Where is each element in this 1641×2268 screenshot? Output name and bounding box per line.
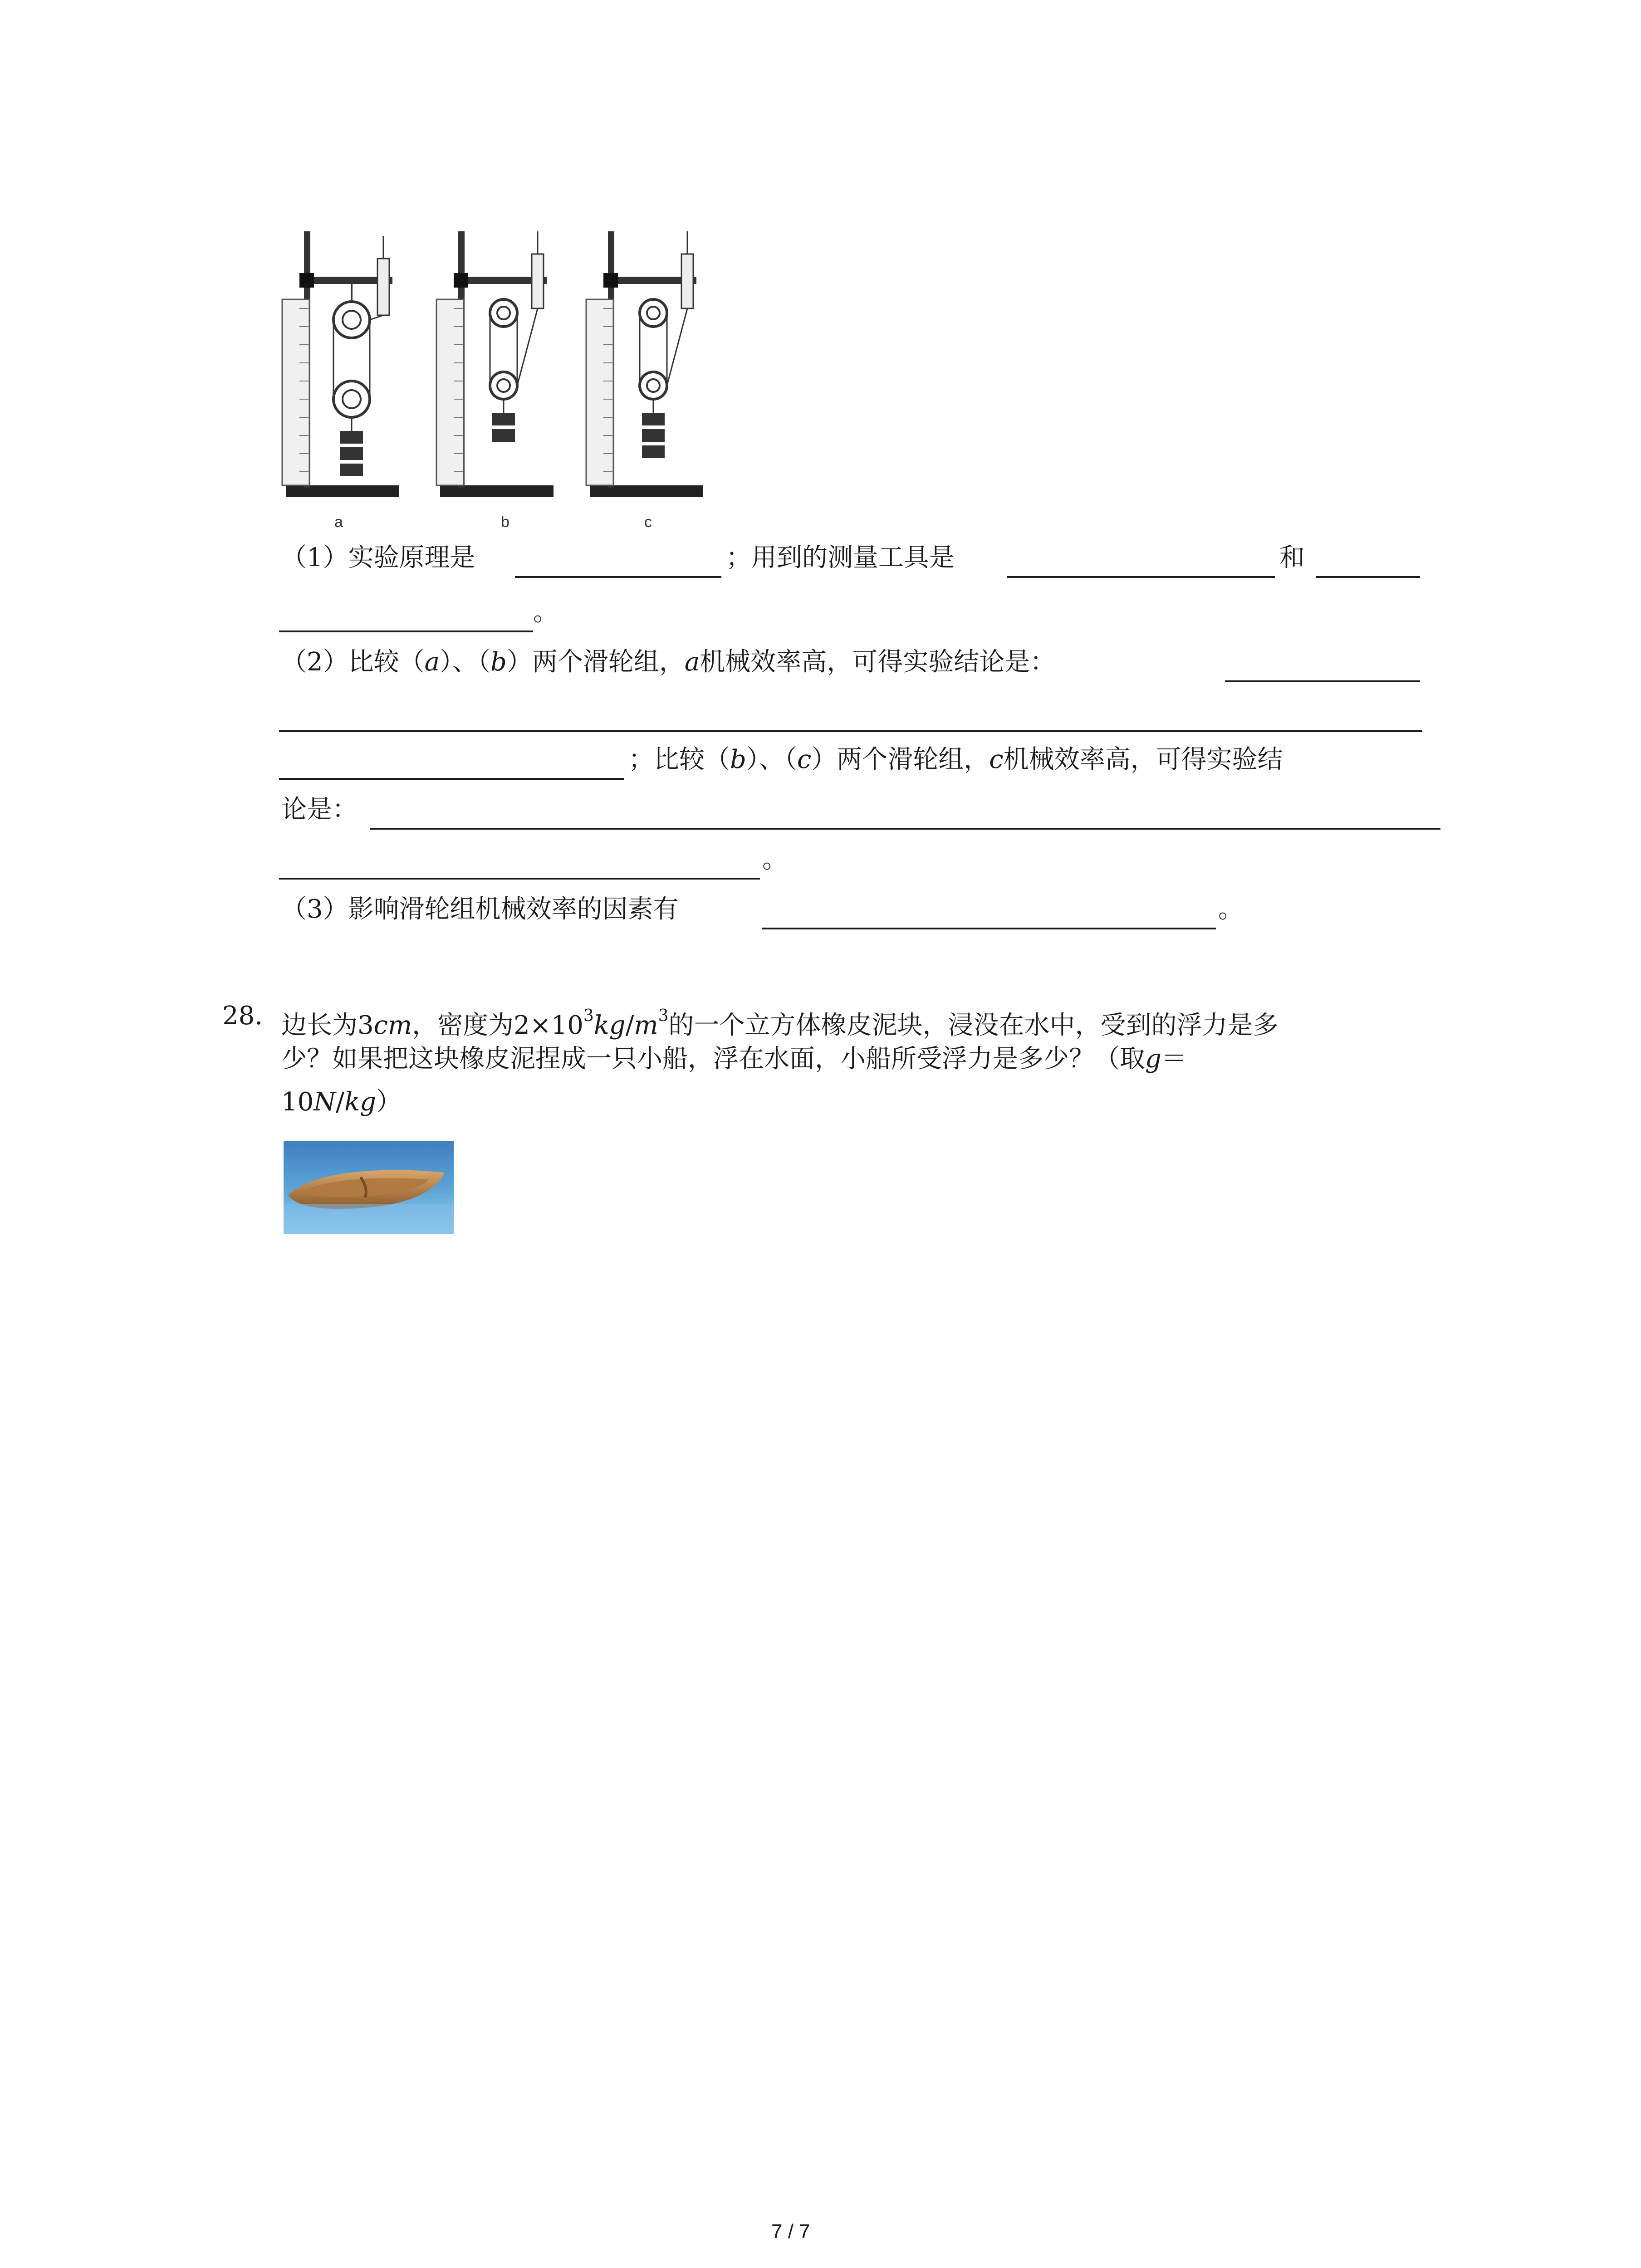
figure-label-c: c	[644, 513, 652, 531]
q27-part2-conclusion1-blank-cont[interactable]	[279, 730, 1422, 732]
q27-part1-tool1-blank[interactable]	[1007, 576, 1275, 578]
q27-part3-factors-blank[interactable]	[762, 928, 1216, 929]
q27-part2-conclusion1-blank-cont2[interactable]	[279, 778, 624, 780]
q27-part2-end: 。	[762, 845, 788, 874]
pulley-setup-c	[586, 231, 703, 497]
q27-part2-line3: ；比较（b）、（c）两个滑轮组，c机械效率高，可得实验结	[628, 745, 1283, 774]
q27-part3-end: 。	[1218, 894, 1244, 924]
clay-boat-photo	[284, 1141, 454, 1234]
q27-part1-end: 。	[533, 597, 558, 627]
q27-part2-conclusion2-blank[interactable]	[370, 828, 1440, 830]
page-number: 7 / 7	[771, 2220, 810, 2243]
q28-line3: 10N/kg）	[281, 1087, 402, 1117]
figure-label-a: a	[334, 513, 343, 531]
q27-part1-tool2-blank-cont[interactable]	[279, 631, 533, 632]
q27-part2-cont: 论是：	[281, 795, 358, 824]
q27-part1-mid: ；用到的测量工具是	[726, 543, 955, 572]
q27-part1-and: 和	[1279, 543, 1305, 572]
q27-part1-principle-blank[interactable]	[515, 576, 721, 578]
q27-part2-conclusion1-blank[interactable]	[1225, 680, 1420, 682]
q27-part1-tool2-blank[interactable]	[1316, 576, 1420, 578]
q28-number: 28.	[222, 1001, 263, 1031]
pulley-experiment-figure	[277, 222, 730, 540]
pulley-setup-a	[282, 231, 399, 497]
q28-line2: 少？如果把这块橡皮泥捏成一只小船，浮在水面，小船所受浮力是多少？（取g＝	[281, 1044, 1187, 1074]
pulley-setup-b	[436, 231, 554, 497]
q27-part1-prefix: （1）实验原理是	[281, 543, 475, 572]
q27-part2-conclusion2-blank-cont[interactable]	[279, 878, 760, 880]
q28-line1: 边长为3cm，密度为$2\times 10^3kg/m^3$的一个立方体橡皮泥块，浸没在水中，受到的浮力是多	[281, 1007, 1279, 1040]
q27-part2-line1: （2）比较（a）、（b）两个滑轮组，a机械效率高，可得实验结论是：	[281, 647, 1056, 677]
figure-label-b: b	[501, 513, 509, 531]
q27-part3-prefix: （3）影响滑轮组机械效率的因素有	[281, 894, 679, 924]
